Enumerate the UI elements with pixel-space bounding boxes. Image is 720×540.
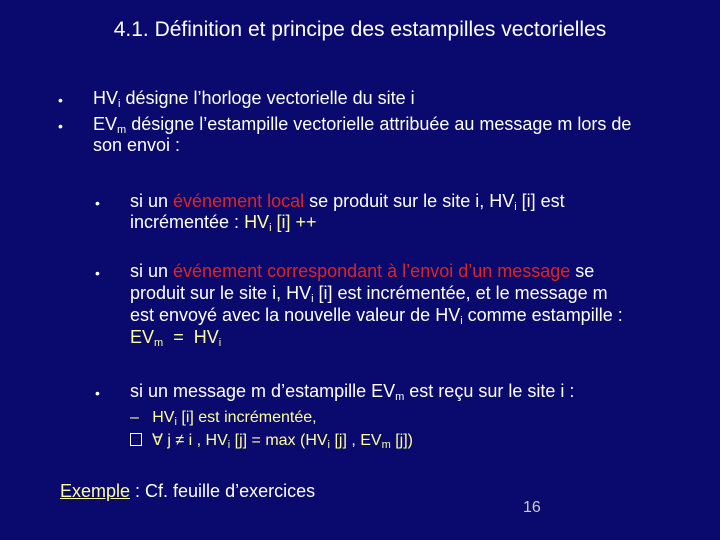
text: [i] est [516, 191, 565, 211]
bullet-ev-definition-line1 [93, 114, 631, 135]
text: [j] , EV [330, 432, 382, 449]
sub: i [218, 337, 222, 349]
local-event-highlight: événement local [173, 191, 305, 211]
ev-definition-text: désigne l’estampille vectorielle attribuée au message m lors de [126, 114, 632, 134]
text: est reçu sur le site i : [404, 381, 575, 401]
increment-expression: HV [244, 212, 270, 232]
text: ∀ j ≠ i , HV [152, 432, 228, 449]
example-line [60, 481, 315, 502]
box-bullet-icon [130, 433, 142, 446]
text: si un message m d’estampille EV [130, 381, 396, 401]
local-event-line1 [130, 191, 565, 212]
receive-step-2 [130, 430, 413, 451]
hv-text: HV [193, 327, 219, 347]
text: se produit sur le site i, HV [304, 191, 515, 211]
text: [i] est incrémentée, et le message m [313, 283, 608, 303]
send-event-line2 [130, 283, 608, 304]
bullet-hv-definition [93, 88, 415, 109]
hv-text: HV [93, 88, 119, 108]
text: si un [130, 261, 174, 281]
send-event-line1 [130, 261, 594, 282]
ev-text: EV [130, 327, 155, 347]
text: se [570, 261, 595, 281]
text: comme estampille : [462, 305, 623, 325]
text: si un [130, 191, 174, 211]
sub: m [154, 337, 164, 349]
example-link[interactable]: Exemple [60, 481, 131, 501]
bullet-icon: • [95, 195, 100, 211]
send-event-line3 [130, 305, 623, 326]
page-number: 16 [523, 499, 541, 516]
sub: i [460, 315, 463, 327]
text: [i] est incrémentée, [176, 409, 317, 426]
increment-expression: [i] ++ [271, 212, 317, 232]
sub: m [381, 439, 391, 451]
sub: i [269, 222, 272, 234]
receive-step-1 [130, 407, 317, 428]
bullet-icon: • [95, 265, 100, 281]
bullet-ev-definition-line2: son envoi : [93, 135, 181, 155]
bullet-icon: • [58, 92, 63, 108]
bullet-icon: • [95, 385, 100, 401]
dash-icon: – [130, 409, 139, 426]
sub: i [227, 439, 231, 451]
text: [j]) [390, 432, 413, 449]
local-event-line2 [130, 212, 317, 233]
hv-definition-text: désigne l’horloge vectorielle du site i [120, 88, 415, 108]
bullet-icon: • [58, 118, 63, 134]
hv-sub: i [118, 98, 121, 110]
text: produit sur le site i, HV [130, 283, 312, 303]
text: est envoyé avec la nouvelle valeur de HV [130, 305, 461, 325]
send-event-line4 [130, 327, 221, 348]
sub: i [174, 416, 177, 428]
send-event-highlight: événement correspondant à l’envoi d’un message [173, 261, 571, 281]
sub: m [395, 391, 405, 403]
text: incrémentée : [130, 212, 245, 232]
equals: = [163, 327, 194, 347]
sub: i [514, 201, 517, 213]
ev-text: EV [93, 114, 118, 134]
receive-event-line [130, 381, 574, 402]
slide-title: 4.1. Définition et principe des estampilles vectorielles [113, 18, 607, 41]
ev-sub: m [117, 124, 127, 136]
text: HV [152, 409, 175, 426]
sub: i [311, 293, 314, 305]
sub: i [327, 439, 330, 451]
example-text: : Cf. feuille d’exercices [130, 481, 316, 501]
text: [j] = max (HV [230, 432, 328, 449]
